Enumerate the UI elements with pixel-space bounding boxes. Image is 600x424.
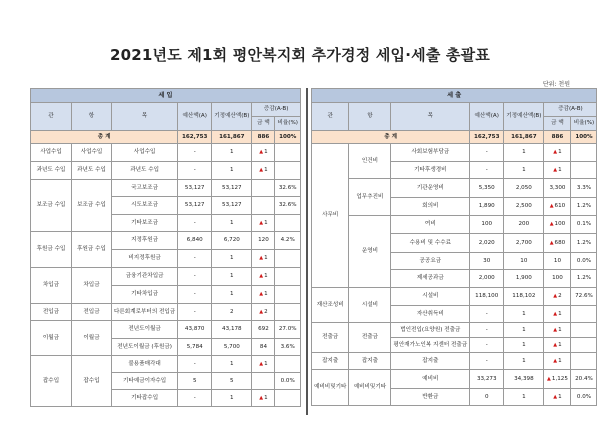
cell-prev-b: 200	[504, 216, 544, 234]
cell-hang: 전입금	[72, 304, 112, 321]
cell-ratio	[275, 215, 301, 232]
decrease-triangle-icon: ▲	[259, 167, 264, 174]
cell-diff	[544, 288, 571, 306]
cell-prev-b: 1	[212, 356, 252, 373]
cell-diff	[252, 215, 275, 232]
cell-budget-a: -	[178, 304, 212, 321]
cell-mok: 공공요금	[391, 253, 470, 270]
table-row	[31, 180, 301, 197]
cell-hang: 보조금 수입	[72, 180, 112, 232]
cell-hang: 인건비	[349, 144, 391, 179]
expenditure-table	[311, 88, 597, 406]
cell-prev-b: 1	[504, 389, 544, 406]
cell-budget-a: -	[178, 356, 212, 373]
cell-prev-b: 1	[504, 353, 544, 370]
cell-budget-a: 2,020	[470, 234, 504, 253]
cell-prev-b: 53,127	[212, 180, 252, 197]
cell-prev-b: 1	[212, 268, 252, 286]
total-b: 161,867	[212, 131, 252, 144]
cell-gwan: 이월금	[31, 321, 72, 356]
cell-diff	[544, 306, 571, 323]
cell-mok: 기타후생경비	[391, 162, 470, 179]
cell-mok: 기타보조금	[112, 215, 178, 232]
col-amount: 금 액	[252, 117, 275, 131]
col-prev-b: 기정예산액(B)	[504, 103, 544, 131]
cell-diff	[544, 353, 571, 370]
cell-budget-a: 53,127	[178, 180, 212, 197]
decrease-triangle-icon: ▲	[549, 239, 554, 246]
total-diff: 886	[252, 131, 275, 144]
table-divider	[306, 88, 308, 415]
total-diff: 886	[544, 131, 571, 144]
cell-gwan: 재산조성비	[312, 288, 349, 323]
cell-mok: 다른회계로부터의 전입금	[112, 304, 178, 321]
cell-ratio	[571, 353, 597, 370]
cell-prev-b: 1	[504, 162, 544, 179]
cell-diff-value: 84	[259, 343, 268, 350]
cell-mok: 법인전입(요양원) 전출금	[391, 323, 470, 338]
cell-diff	[544, 216, 571, 234]
cell-diff-value: 1,125	[551, 375, 568, 382]
cell-diff-value: 10	[553, 257, 562, 264]
cell-ratio	[275, 144, 301, 162]
cell-diff-value: 1	[558, 166, 562, 173]
cell-gwan: 사무비	[312, 144, 349, 288]
cell-budget-a: -	[178, 268, 212, 286]
cell-ratio	[571, 306, 597, 323]
decrease-triangle-icon: ▲	[259, 149, 264, 156]
cell-prev-b: 1,900	[504, 270, 544, 288]
cell-budget-a: 5	[178, 373, 212, 390]
cell-gwan: 후원금 수입	[31, 232, 72, 268]
cell-mok: 수용비 및 수수료	[391, 234, 470, 253]
cell-mok: 기관운영비	[391, 179, 470, 198]
cell-budget-a: 1,890	[470, 198, 504, 216]
cell-diff	[252, 144, 275, 162]
cell-ratio	[275, 286, 301, 304]
cell-ratio	[275, 390, 301, 407]
decrease-triangle-icon: ▲	[547, 375, 551, 382]
cell-diff	[544, 253, 571, 270]
cell-mok: 과년도 수입	[112, 162, 178, 180]
cell-diff	[252, 286, 275, 304]
cell-gwan: 과년도 수입	[31, 162, 72, 180]
cell-prev-b: 10	[504, 253, 544, 270]
table-row	[31, 356, 301, 373]
cell-gwan: 차입금	[31, 268, 72, 304]
cell-gwan: 사업수입	[31, 144, 72, 162]
cell-ratio	[571, 323, 597, 338]
total-label: 총 계	[31, 131, 178, 144]
unit-label: 단위: 천원	[542, 81, 570, 88]
cell-diff-value: 610	[554, 203, 566, 210]
cell-diff-value: 100	[554, 221, 566, 228]
cell-ratio: 32.6%	[275, 197, 301, 215]
cell-ratio	[275, 356, 301, 373]
cell-diff-value: 1	[558, 357, 562, 364]
cell-mok: 금융기관차입금	[112, 268, 178, 286]
cell-budget-a: 30	[470, 253, 504, 270]
col-diff: 증감(A-B)	[544, 103, 597, 117]
table-row	[31, 232, 301, 250]
decrease-triangle-icon: ▲	[259, 255, 264, 262]
decrease-triangle-icon: ▲	[259, 394, 264, 401]
cell-diff	[252, 162, 275, 180]
cell-budget-a: 53,127	[178, 197, 212, 215]
cell-mok: 기타차입금	[112, 286, 178, 304]
cell-prev-b: 34,398	[504, 370, 544, 389]
table-row	[312, 323, 597, 338]
cell-prev-b: 1	[212, 390, 252, 407]
cell-prev-b: 5	[212, 373, 252, 390]
cell-gwan: 전출금	[312, 323, 349, 353]
col-mok: 목	[112, 103, 178, 131]
table-row	[31, 268, 301, 286]
cell-budget-a: 0	[470, 389, 504, 406]
col-hang: 항	[349, 103, 391, 131]
cell-hang: 시설비	[349, 288, 391, 323]
cell-budget-a: -	[178, 250, 212, 268]
cell-ratio	[275, 162, 301, 180]
cell-diff-value: 1	[264, 219, 268, 226]
cell-mok: 시설비	[391, 288, 470, 306]
table-row	[312, 353, 597, 370]
col-amount: 금 액	[544, 117, 571, 131]
cell-prev-b: 1	[212, 162, 252, 180]
cell-budget-a: -	[470, 338, 504, 353]
cell-mok: 전년도이월금 (후원금)	[112, 339, 178, 356]
cell-ratio	[275, 250, 301, 268]
revenue-section-label: 세 입	[31, 89, 301, 103]
cell-mok: 기타잡수입	[112, 390, 178, 407]
cell-diff-value: 2	[264, 308, 268, 315]
cell-hang: 운영비	[349, 216, 391, 288]
decrease-triangle-icon: ▲	[553, 357, 558, 364]
cell-diff	[252, 250, 275, 268]
cell-hang: 사업수입	[72, 144, 112, 162]
page-title: 2021년도 제1회 평안복지회 추가경정 세입·세출 총괄표	[110, 46, 490, 64]
cell-ratio: 1.2%	[571, 234, 597, 253]
cell-mok: 예비비	[391, 370, 470, 389]
cell-prev-b: 2,050	[504, 179, 544, 198]
cell-diff-value: 1	[264, 291, 268, 298]
cell-ratio: 20.4%	[571, 370, 597, 389]
cell-gwan: 잡지출	[312, 353, 349, 370]
cell-mok: 국고보조금	[112, 180, 178, 197]
cell-budget-a: -	[178, 215, 212, 232]
cell-mok: 비지정후원금	[112, 250, 178, 268]
cell-gwan: 전입금	[31, 304, 72, 321]
decrease-triangle-icon: ▲	[259, 360, 264, 367]
cell-diff-value: 1	[264, 394, 268, 401]
col-diff: 증감(A-B)	[252, 103, 301, 117]
cell-diff	[252, 390, 275, 407]
cell-hang: 잡지출	[349, 353, 391, 370]
cell-diff-value: 1	[264, 255, 268, 262]
cell-hang: 예비비및기타	[349, 370, 391, 406]
cell-diff-value: 1	[264, 167, 268, 174]
cell-prev-b: 1	[212, 215, 252, 232]
cell-diff	[544, 162, 571, 179]
cell-budget-a: -	[178, 390, 212, 407]
cell-diff-value: 1	[264, 360, 268, 367]
cell-diff-value: 2	[558, 293, 562, 300]
table-row	[31, 321, 301, 339]
col-budget-a: 예산액(A)	[178, 103, 212, 131]
table-row	[31, 304, 301, 321]
cell-diff-value: 1	[558, 149, 562, 156]
cell-gwan: 예비비및기타	[312, 370, 349, 406]
cell-hang: 과년도 수입	[72, 162, 112, 180]
col-ratio: 비율(%)	[571, 117, 597, 131]
cell-prev-b: 5,700	[212, 339, 252, 356]
cell-budget-a: 2,000	[470, 270, 504, 288]
cell-ratio	[275, 304, 301, 321]
cell-budget-a: 33,273	[470, 370, 504, 389]
cell-diff-value: 680	[554, 239, 566, 246]
col-ratio: 비율(%)	[275, 117, 301, 131]
cell-mok: 회의비	[391, 198, 470, 216]
cell-hang: 잡수입	[72, 356, 112, 407]
cell-ratio	[571, 338, 597, 353]
cell-mok: 전년도이월금	[112, 321, 178, 339]
cell-hang: 전출금	[349, 323, 391, 353]
expenditure-total-row	[312, 131, 597, 144]
cell-budget-a: -	[178, 162, 212, 180]
decrease-triangle-icon: ▲	[259, 291, 264, 298]
cell-ratio: 0.0%	[275, 373, 301, 390]
cell-budget-a: -	[178, 286, 212, 304]
table-row	[312, 144, 597, 162]
cell-budget-a: 5,784	[178, 339, 212, 356]
cell-diff-value: 1	[264, 149, 268, 156]
cell-ratio: 3.6%	[275, 339, 301, 356]
cell-diff	[252, 304, 275, 321]
cell-prev-b: 1	[504, 323, 544, 338]
cell-ratio	[275, 268, 301, 286]
cell-gwan: 잡수입	[31, 356, 72, 407]
cell-ratio: 72.6%	[571, 288, 597, 306]
cell-diff-value: 100	[552, 275, 563, 282]
cell-ratio: 0.0%	[571, 253, 597, 270]
cell-budget-a: -	[470, 144, 504, 162]
cell-diff	[544, 270, 571, 288]
cell-ratio: 1.2%	[571, 270, 597, 288]
cell-mok: 반환금	[391, 389, 470, 406]
cell-ratio: 0.1%	[571, 216, 597, 234]
cell-prev-b: 1	[212, 144, 252, 162]
cell-budget-a: 118,100	[470, 288, 504, 306]
cell-diff	[544, 338, 571, 353]
cell-diff	[252, 197, 275, 215]
cell-diff	[544, 323, 571, 338]
cell-diff	[252, 339, 275, 356]
cell-mok: 지정후원금	[112, 232, 178, 250]
cell-budget-a: -	[470, 353, 504, 370]
cell-budget-a: 43,870	[178, 321, 212, 339]
cell-budget-a: -	[470, 306, 504, 323]
cell-diff	[544, 198, 571, 216]
cell-diff	[252, 356, 275, 373]
cell-mok: 잡지출	[391, 353, 470, 370]
cell-diff-value: 692	[258, 326, 269, 333]
expenditure-section-label: 세 출	[312, 89, 597, 103]
total-ratio: 100%	[571, 131, 597, 144]
cell-hang: 업무추진비	[349, 179, 391, 216]
table-row	[312, 370, 597, 389]
cell-diff	[544, 370, 571, 389]
cell-mok: 평안재가노인복 지센터 전출금	[391, 338, 470, 353]
decrease-triangle-icon: ▲	[259, 273, 264, 280]
cell-ratio: 3.3%	[571, 179, 597, 198]
decrease-triangle-icon: ▲	[259, 308, 264, 315]
total-b: 161,867	[504, 131, 544, 144]
cell-diff	[544, 234, 571, 253]
cell-diff-value: 1	[264, 273, 268, 280]
decrease-triangle-icon: ▲	[553, 310, 558, 317]
cell-diff	[544, 179, 571, 198]
col-budget-a: 예산액(A)	[470, 103, 504, 131]
cell-prev-b: 1	[212, 286, 252, 304]
cell-ratio: 0.0%	[571, 389, 597, 406]
cell-prev-b: 118,102	[504, 288, 544, 306]
cell-budget-a: 6,840	[178, 232, 212, 250]
col-prev-b: 기정예산액(B)	[212, 103, 252, 131]
total-a: 162,753	[178, 131, 212, 144]
cell-mok: 시도보조금	[112, 197, 178, 215]
decrease-triangle-icon: ▲	[553, 393, 558, 400]
cell-mok: 기타예금이자수입	[112, 373, 178, 390]
decrease-triangle-icon: ▲	[553, 326, 558, 333]
decrease-triangle-icon: ▲	[553, 149, 558, 156]
decrease-triangle-icon: ▲	[553, 293, 558, 300]
col-hang: 항	[72, 103, 112, 131]
cell-diff-value: 1	[558, 310, 562, 317]
cell-diff-value: 1	[558, 341, 562, 348]
decrease-triangle-icon: ▲	[549, 221, 554, 228]
cell-prev-b: 1	[504, 338, 544, 353]
cell-hang: 이월금	[72, 321, 112, 356]
cell-mok: 제세공과금	[391, 270, 470, 288]
revenue-table	[30, 88, 301, 407]
cell-hang: 후원금 수입	[72, 232, 112, 268]
cell-diff	[544, 144, 571, 162]
cell-diff	[252, 373, 275, 390]
cell-budget-a: 100	[470, 216, 504, 234]
cell-ratio	[571, 162, 597, 179]
decrease-triangle-icon: ▲	[553, 341, 558, 348]
cell-budget-a: -	[470, 323, 504, 338]
cell-hang: 차입금	[72, 268, 112, 304]
cell-diff	[252, 232, 275, 250]
table-row	[31, 162, 301, 180]
total-ratio: 100%	[275, 131, 301, 144]
cell-diff-value: 3,300	[549, 184, 566, 191]
cell-prev-b: 53,127	[212, 197, 252, 215]
total-a: 162,753	[470, 131, 504, 144]
cell-diff-value: 1	[558, 326, 562, 333]
cell-budget-a: -	[470, 162, 504, 179]
cell-mok: 불용품매각대	[112, 356, 178, 373]
cell-diff	[252, 268, 275, 286]
cell-prev-b: 43,178	[212, 321, 252, 339]
cell-diff-value: 120	[258, 237, 269, 244]
table-row	[312, 179, 597, 198]
table-row	[312, 288, 597, 306]
cell-diff-value: 1	[558, 393, 562, 400]
cell-prev-b: 1	[504, 306, 544, 323]
total-label: 총 계	[312, 131, 470, 144]
decrease-triangle-icon: ▲	[549, 203, 554, 210]
cell-budget-a: -	[178, 144, 212, 162]
cell-prev-b: 6,720	[212, 232, 252, 250]
cell-gwan: 보조금 수입	[31, 180, 72, 232]
cell-diff	[252, 321, 275, 339]
cell-ratio	[571, 144, 597, 162]
col-gwan: 관	[312, 103, 349, 131]
cell-mok: 사업수입	[112, 144, 178, 162]
cell-prev-b: 1	[212, 250, 252, 268]
cell-prev-b: 2	[212, 304, 252, 321]
revenue-total-row	[31, 131, 301, 144]
cell-ratio: 4.2%	[275, 232, 301, 250]
cell-diff	[544, 389, 571, 406]
cell-prev-b: 2,500	[504, 198, 544, 216]
col-mok: 목	[391, 103, 470, 131]
cell-mok: 사회보험부담금	[391, 144, 470, 162]
decrease-triangle-icon: ▲	[259, 219, 264, 226]
table-row	[312, 216, 597, 234]
cell-ratio: 27.0%	[275, 321, 301, 339]
cell-diff	[252, 180, 275, 197]
cell-mok: 여비	[391, 216, 470, 234]
col-gwan: 관	[31, 103, 72, 131]
cell-budget-a: 5,350	[470, 179, 504, 198]
cell-mok: 자산취득비	[391, 306, 470, 323]
cell-prev-b: 2,700	[504, 234, 544, 253]
decrease-triangle-icon: ▲	[553, 166, 558, 173]
cell-ratio: 1.2%	[571, 198, 597, 216]
cell-ratio: 32.6%	[275, 180, 301, 197]
table-row	[31, 144, 301, 162]
cell-prev-b: 1	[504, 144, 544, 162]
